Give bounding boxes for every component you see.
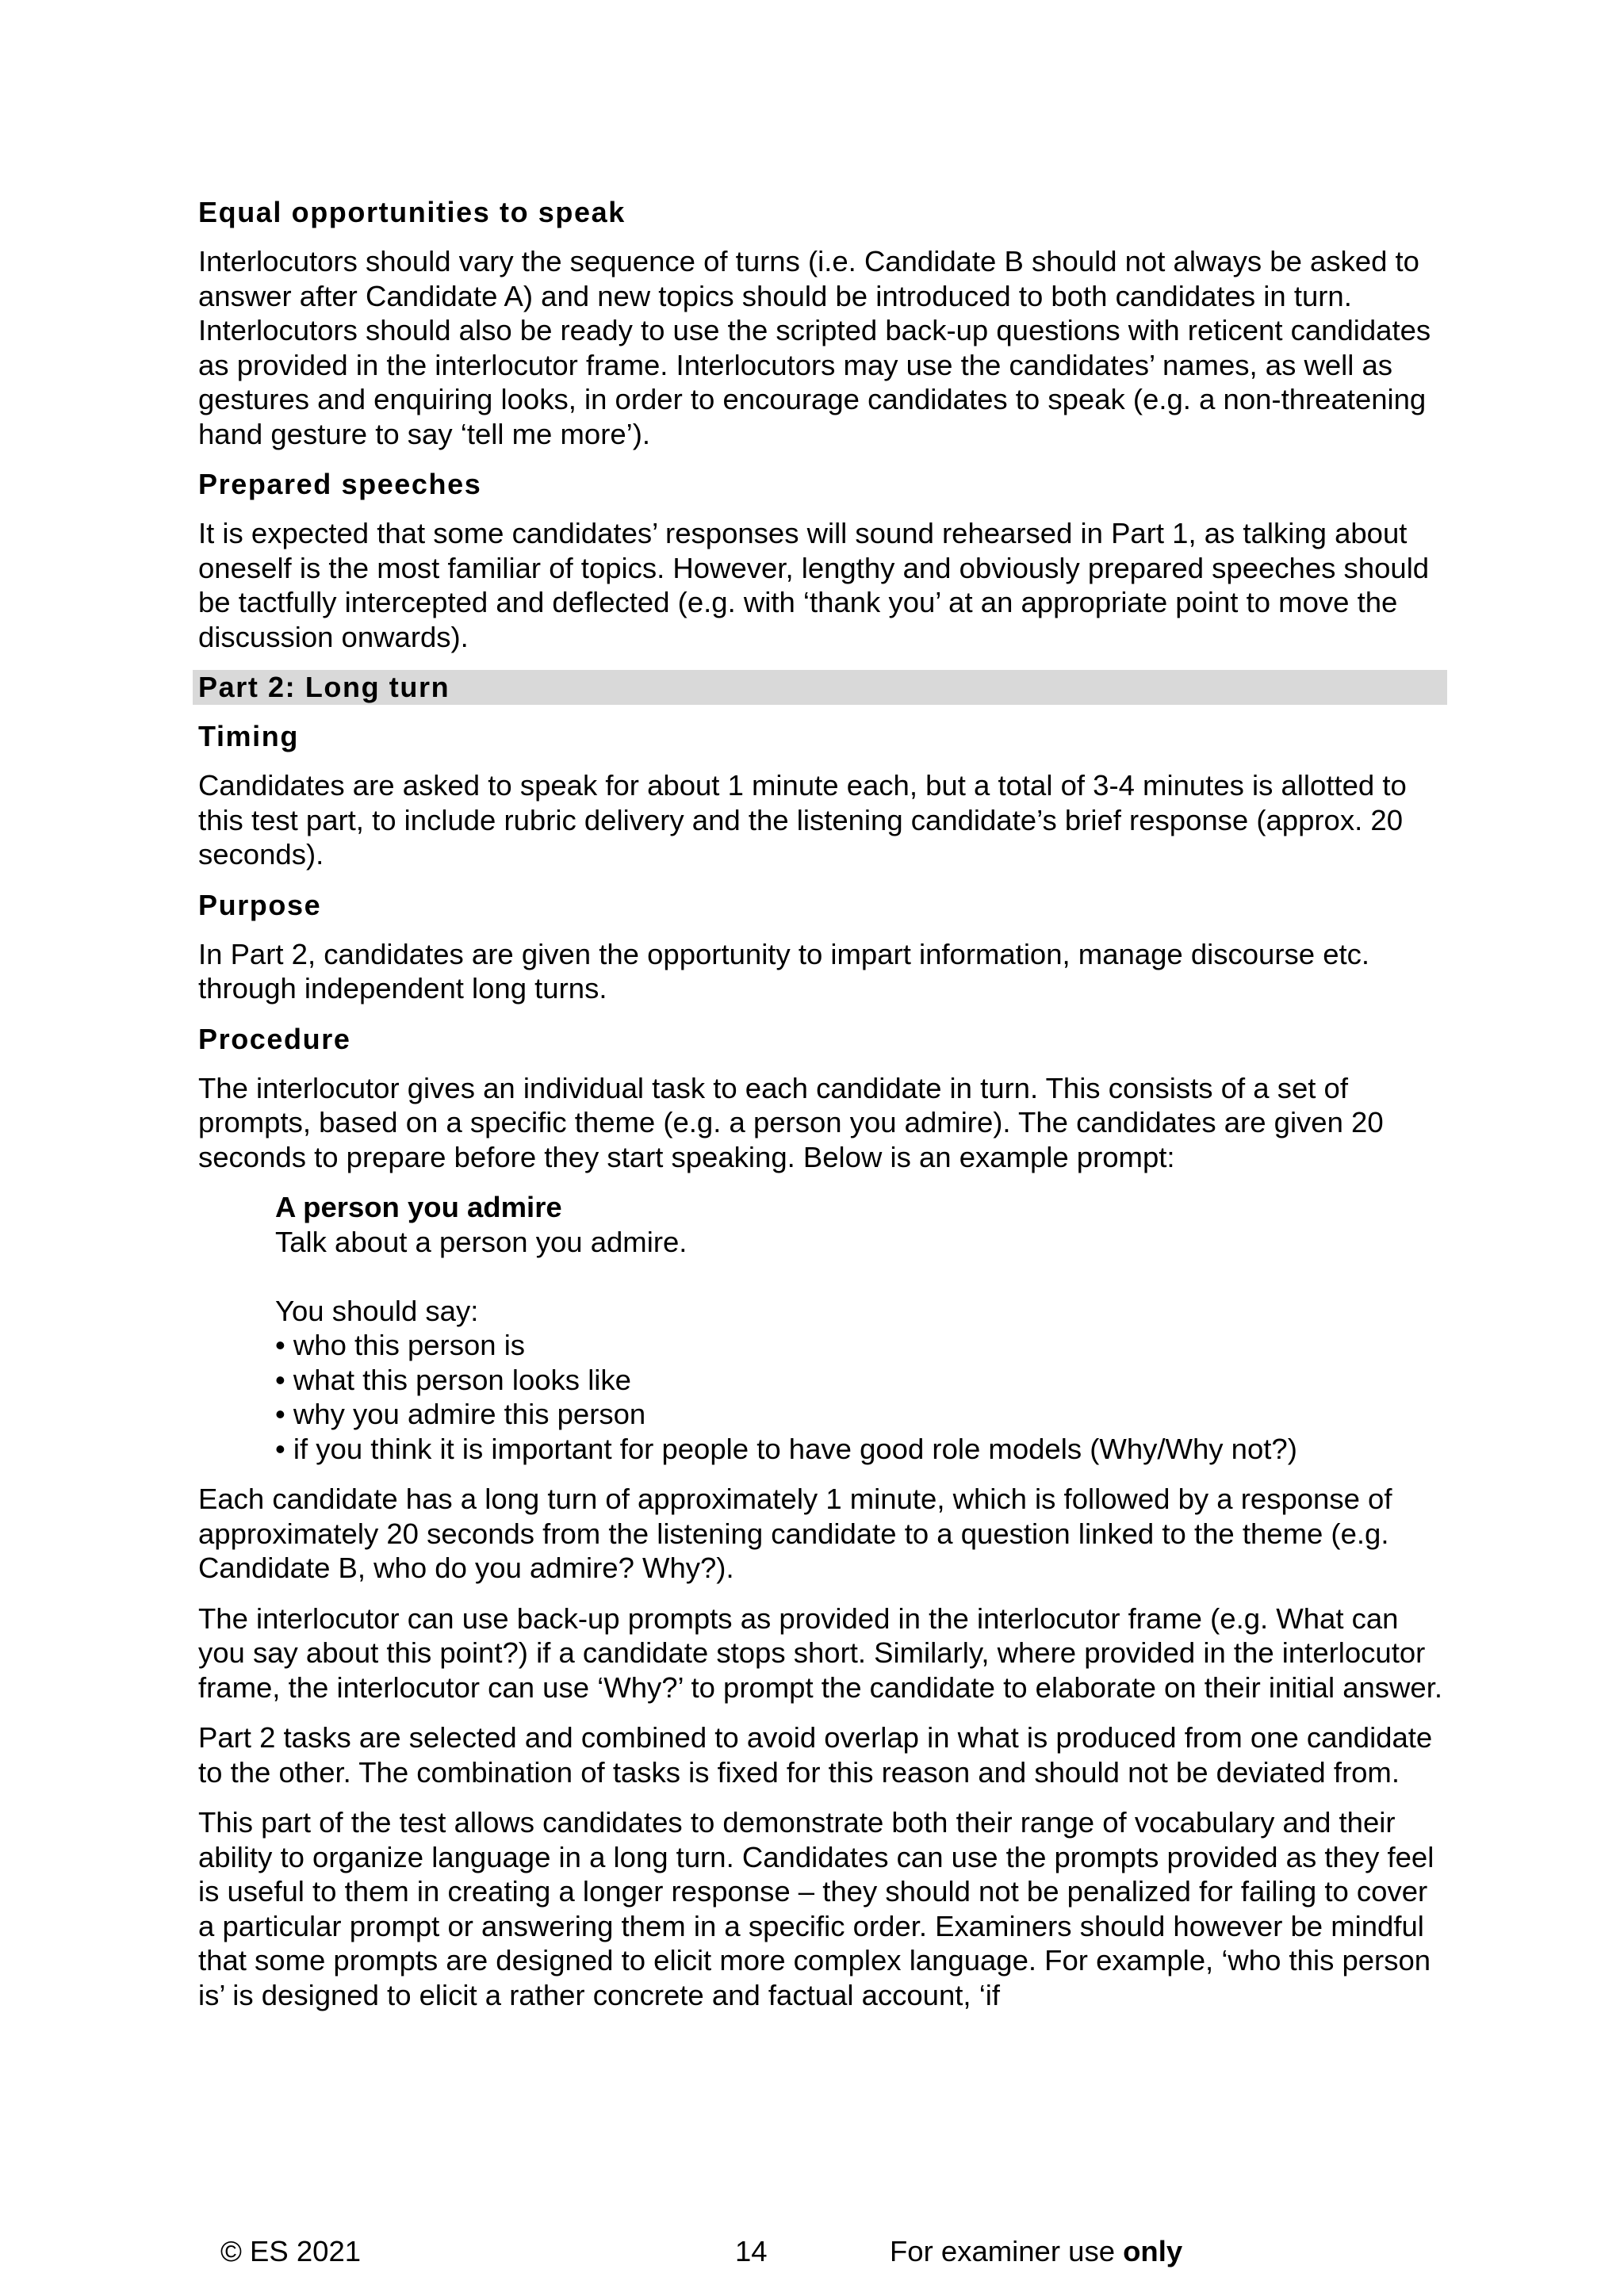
footer-copyright: © ES 2021 [220,2235,362,2267]
paragraph-long-turn: Each candidate has a long turn of approximately 1 minute, which is followed by a response of approximately 20 seconds from the listening candidate to a question linked to the theme (e.g. Candidate B, who do you admire? Why?). [198,1483,1392,1584]
paragraph-backup-prompts: The interlocutor can use back-up prompts as provided in the interlocutor frame (e.g. What can you say about this point?) if a candidate stops short. Similarly, where provided in the interlocutor frame, the interlocutor can use ‘Why?’ to prompt the candidate to elaborate on their initial answer. [198,1601,1443,1704]
footer-page-number: 14 [735,2235,768,2267]
heading-equal-opportunities: Equal opportunities to speak [198,196,626,228]
prompt-bullet: • what this person looks like [275,1363,631,1396]
footer-usage [890,2234,1182,2269]
prompt-bullet: • why you admire this person [275,1398,646,1430]
paragraph-vocabulary: This part of the test allows candidates to demonstrate both their range of vocabulary and their ability to organize language in a long turn. Candidates can use the prompts provided as they feel is useful to them in creating a longer response – they should not be penalized for failing to cover a particular prompt or answering them in a specific order. Examiners should however be mindful that some prompts are designed to elicit more complex language. For example, ‘who this person is’ is designed to elicit a rather concrete and factual account, ‘if [198,1806,1434,2011]
prompt-instruction: Talk about a person you admire. [275,1225,688,1258]
example-prompt [275,1190,1447,1466]
paragraph-timing: Candidates are asked to speak for about 1 minute each, but a total of 3-4 minutes is allotted to this test part, to include rubric delivery and the listening candidate’s brief response (approx. 20 seconds). [198,769,1407,871]
prompt-bullet: • if you think it is important for people to have good role models (Why/Why not?) [275,1432,1297,1465]
paragraph-purpose: In Part 2, candidates are given the opportunity to impart information, manage discourse etc. through independent long turns. [198,937,1370,1004]
heading-prepared-speeches: Prepared speeches [198,468,482,500]
paragraph-prepared-speeches: It is expected that some candidates’ responses will sound rehearsed in Part 1, as talking about oneself is the most familiar of topics. However, lengthy and obviously prepared speeches should be tactfully intercepted and deflected (e.g. with ‘thank you’ at an appropriate point to move the discussion onwards). [198,517,1430,653]
footer-usage-text: For examiner use [890,2235,1124,2267]
heading-purpose: Purpose [198,888,322,921]
heading-timing: Timing [198,720,299,752]
prompt-say: You should say: [275,1294,479,1327]
page-content [198,195,1447,2028]
section-bar-part2: Part 2: Long turn [193,670,1447,705]
paragraph-equal-opportunities: Interlocutors should vary the sequence of turns (i.e. Candidate B should not always be asked to answer after Candidate A) and new topics should be introduced to both candidates in turn. Interlocutors should also be ready to use the scripted back-up questions with reticent candidates as provided in the interlocutor frame. Interlocutors may use the candidates’ names, as well as gestures and enquiring looks, in order to encourage candidates to speak (e.g. a non-threatening hand gesture to say ‘tell me more’). [198,245,1431,450]
prompt-title: A person you admire [275,1191,562,1223]
prompt-bullet: • who this person is [275,1329,526,1361]
heading-procedure: Procedure [198,1022,351,1055]
paragraph-procedure: The interlocutor gives an individual task to each candidate in turn. This consists of a set of prompts, based on a specific theme (e.g. a person you admire). The candidates are given 20 seconds to prepare before they start speaking. Below is an example prompt: [198,1071,1384,1173]
paragraph-task-selection: Part 2 tasks are selected and combined to avoid overlap in what is produced from one candidate to the other. The combination of tasks is fixed for this reason and should not be deviated from. [198,1721,1433,1789]
prompt-spacer [275,1259,1447,1294]
footer-usage-emphasis: only [1123,2235,1183,2267]
